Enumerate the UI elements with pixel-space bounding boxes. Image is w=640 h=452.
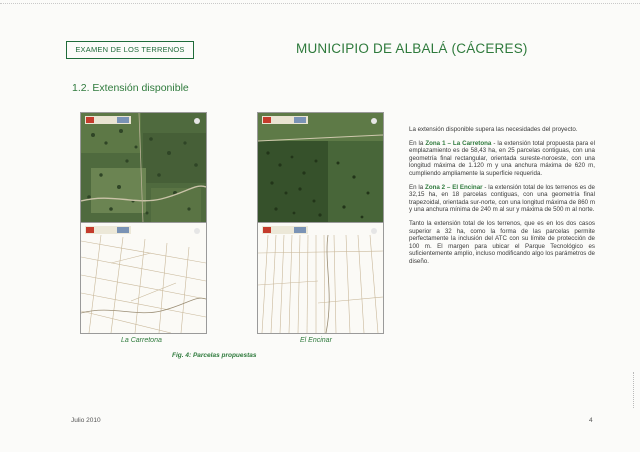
- zone-1-name: Zona 1 – La Carretona: [425, 139, 492, 147]
- map-caption-la-carretona: La Carretona: [121, 337, 162, 344]
- section-label-box: EXAMEN DE LOS TERRENOS: [66, 41, 194, 59]
- zone-2-lead: En la: [409, 183, 426, 191]
- cadastral-map-la-carretona: [80, 222, 207, 334]
- cadastral-map-el-encinar: [257, 222, 384, 334]
- body-text: [409, 126, 595, 272]
- paragraph-conclusion: Tanto la extensión total de los terrenos, que es en los dos casos superior a 32 ha, como la forma de las parcelas permite perfectamente la inclusión del ATC con su límite de protección de 100 m. El margen para ubicar el Parque Tecnológico es suficientemente amplio, incluso modificando algo los parámetros de diseño.: [409, 219, 595, 265]
- aerial-map-la-carretona: [80, 112, 207, 224]
- page-number: 4: [589, 417, 593, 424]
- paragraph-zone-2: [409, 184, 595, 214]
- zone-1-lead: En la: [409, 139, 426, 147]
- top-dotted-edge: [0, 3, 640, 5]
- paragraph-intro: La extensión disponible supera las necesidades del proyecto.: [409, 126, 578, 133]
- aerial-map-el-encinar: [257, 112, 384, 224]
- map-caption-el-encinar: El Encinar: [300, 337, 332, 344]
- zone-2-name: Zona 2 – El Encinar: [425, 183, 483, 191]
- subsection-title: 1.2. Extensión disponible: [72, 82, 189, 94]
- municipality-title: MUNICIPIO DE ALBALÁ (CÁCERES): [296, 41, 528, 56]
- footer-date: Julio 2010: [71, 417, 101, 424]
- paragraph-zone-1: [409, 140, 595, 178]
- edge-scan-mark: [633, 372, 634, 408]
- zone-2-text: - la extensión total de los terrenos es de 32,15 ha, en 18 parcelas contiguas, con una geometría final trapezoidal, orientada sur-norte, con una longitud máxima de 860 m y una anchura mínima de 240 m al sur y máxima de 500 m al norte.: [409, 183, 595, 214]
- figure-caption: Fig. 4: Parcelas propuestas: [172, 352, 257, 359]
- zone-1-text: - la extensión total propuesta para el emplazamiento es de 58,43 ha, en 25 parcelas contiguas, con una geometría final rectangular, orientada sureste-noroeste, con una longitud máxima de 1.120 m y una anchura máxima de 620 m, cumpliendo ampliamente la superficie requerida.: [409, 139, 595, 177]
